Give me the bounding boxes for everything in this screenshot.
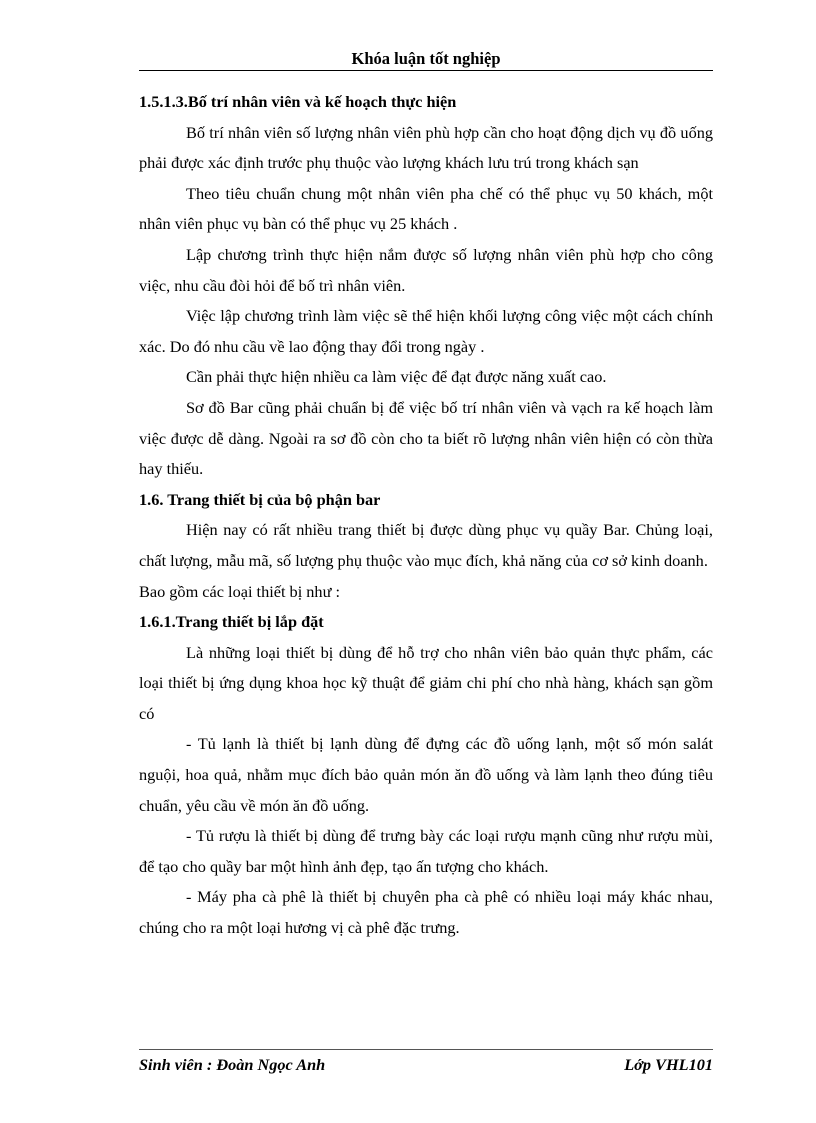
document-page xyxy=(139,0,713,1123)
paragraph: Bố trí nhân viên số lượng nhân viên phù hợp cần cho hoạt động dịch vụ đồ uống phải được xác định trước phụ thuộc vào lượng khách lưu trú trong khách sạn xyxy=(139,122,713,173)
page-header-title: Khóa luận tốt nghiệp xyxy=(351,49,501,68)
paragraph: Lập chương trình thực hiện nắm được số lượng nhân viên phù hợp cho công việc, nhu cầu đòi hỏi để bố trì nhân viên. xyxy=(139,244,713,295)
list-paragraph: - Tủ rượu là thiết bị dùng để trưng bày các loại rượu mạnh cũng như rượu mùi, để tạo cho quầy bar một hình ảnh đẹp, tạo ấn tượng cho khách. xyxy=(139,826,713,876)
paragraph: Là những loại thiết bị dùng để hỗ trợ cho nhân viên bảo quản thực phẩm, các loại thiết bị ứng dụng khoa học kỹ thuật để giảm chi phí cho nhà hàng, khách sạn gồm có xyxy=(139,642,713,723)
footer-class: Lớp VHL101 xyxy=(624,1055,713,1074)
paragraph: Cần phải thực hiện nhiều ca làm việc để đạt được năng xuất cao. xyxy=(186,367,607,387)
paragraph: Theo tiêu chuẩn chung một nhân viên pha chế có thể phục vụ 50 khách, một nhân viên phục vụ bàn có thể phục vụ 25 khách . xyxy=(139,183,713,234)
header-rule xyxy=(139,70,713,71)
heading-1-6: 1.6. Trang thiết bị của bộ phận bar xyxy=(139,489,381,509)
paragraph: Sơ đồ Bar cũng phải chuẩn bị để việc bố trí nhân viên và vạch ra kế hoạch làm việc được dễ dàng. Ngoài ra sơ đồ còn cho ta biết rõ lượng nhân viên hiện có còn thừa hay thiếu. xyxy=(139,397,713,479)
footer-rule xyxy=(139,1049,713,1050)
heading-1-5-1-3: 1.5.1.3.Bố trí nhân viên và kế hoạch thực hiện xyxy=(139,92,457,111)
heading-1-6-1: 1.6.1.Trang thiết bị lắp đặt xyxy=(139,612,324,632)
page-content xyxy=(139,87,713,944)
paragraph: Việc lập chương trình làm việc sẽ thể hiện khối lượng công việc một cách chính xác. Do đó nhu cầu về lao động thay đổi trong ngày . xyxy=(139,306,713,356)
paragraph: Bao gồm các loại thiết bị như : xyxy=(139,581,340,601)
list-paragraph: - Tủ lạnh là thiết bị lạnh dùng để đựng các đồ uống lạnh, một số món salát nguội, hoa quả, nhằm mục đích bảo quản món ăn đồ uống và làm lạnh theo đúng tiêu chuẩn, yêu cầu về món ăn đồ uống. xyxy=(139,734,713,815)
footer-student: Sinh viên : Đoàn Ngọc Anh xyxy=(139,1055,326,1074)
paragraph: Hiện nay có rất nhiều trang thiết bị được dùng phục vụ quầy Bar. Chủng loại, chất lượng, mẫu mã, số lượng phụ thuộc vào mục đích, khả năng của cơ sở kinh doanh. xyxy=(139,520,713,570)
list-paragraph: - Máy pha cà phê là thiết bị chuyên pha cà phê có nhiều loại máy khác nhau, chúng cho ra một loại hương vị cà phê đặc trưng. xyxy=(139,887,713,938)
